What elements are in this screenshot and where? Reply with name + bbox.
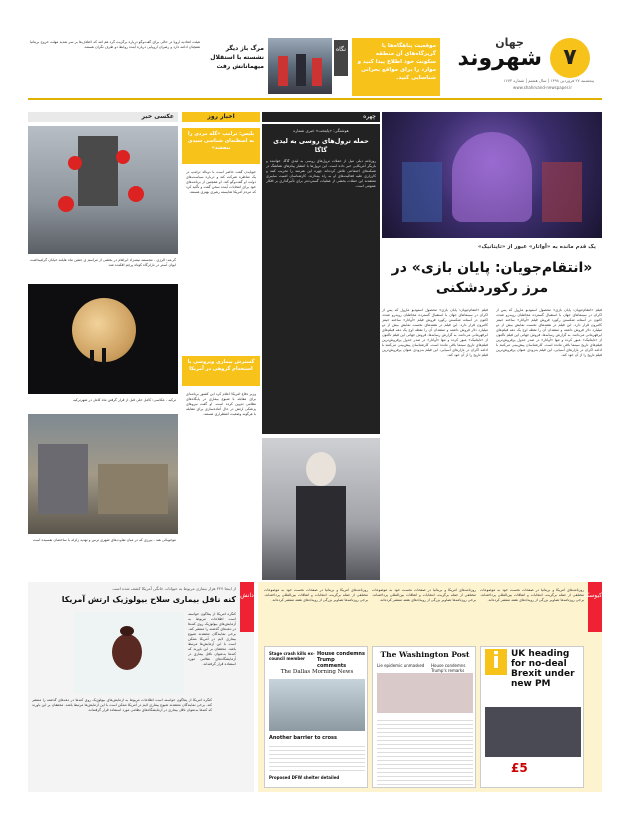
negah-headline: مرگ باز دیگر نشسته با استقلال میهمانانش رفت: [210, 45, 264, 70]
profile-section: [262, 112, 380, 582]
feature-body-a: فیلم «انتقام‌جویان: پایان بازی» محصول استودیو مارول که پس از اکران در سینماهای جهان با استقبال گسترده مخاطبان روبه‌رو شده، اکنون در آستانه شکستن رکورد فروش فیلم «آواتار» ساخته جیمز کامرون قرار دارد. این فیلم در هفته‌های نخست نمایش بیش از دو میلیارد دلار فروش داشته و منتقدان آن را نقطه اوج یک دهه فیلم‌های ابرقهرمانی می‌دانند. به گزارش رسانه‌ها، فروش جهانی این فیلم تاکنون از «تایتانیک» عبور کرده و تنها «آواتار» در صدر جدول پرفروش‌ترین فیلم‌های تاریخ سینما باقی مانده است. کارشناسان پیش‌بینی می‌کنند با ادامه اکران در بازارهای آسیایی، این فیلم به‌زودی عنوان پرفروش‌ترین فیلم تاریخ را از آن خود کند.: [496, 308, 602, 357]
page-number-badge: [550, 38, 590, 78]
science-section: [28, 582, 254, 792]
press-body-b: روزنامه‌های آمریکا و بریتانیا در صفحات نخست خود به موضوعات مختلفی از جمله برگزیت، انتخابات و اتفاقات بین‌المللی پرداخته‌اند. برخی روزنامه‌ها تصاویر بزرگی از رویدادهای هفته منتشر کرده‌اند.: [372, 588, 476, 602]
profile-box: [262, 124, 380, 434]
profile-kicker: هوشنگی: «پایتخت» خبری شماره: [293, 128, 349, 133]
moon-photo: [28, 284, 178, 394]
caption-3: موجوبائی هند - بیرزی که در میان تفاوت‌های شهری ترس و تهدید زلزله با ساختمان نفسیده است: [32, 538, 176, 542]
profile-body: روزنامه دیلی میل از حملات ترول‌های روسی به لیدی گاگا، خواننده و بازیگر آمریکایی خبر داده است. این ترول‌ها با انتشار پیام‌های هماهنگ در شبکه‌های اجتماعی تلاش کرده‌اند چهره این هنرمند را تخریب کنند و کارزاری علیه فعالیت‌های او به راه بیندازند. کارشناسان امنیت سایبری معتقدند این حملات بخشی از عملیات گسترده‌تر برای تأثیرگذاری بر افکار عمومی است.: [266, 159, 376, 188]
news-section: [182, 112, 260, 582]
paper-i-headline: UK heading for no-deal Brexit under new PM: [511, 649, 575, 689]
science-body-a: کنگره آمریکا از پنتاگون خواسته است اطلاعات مربوط به آزمایش‌های بیولوژیک روی کنه‌ها در دهه‌های گذشته را منتشر کند. برخی نمایندگان معتقدند شیوع بیماری لایم در آمریکا ممکن است با این آزمایش‌ها مرتبط باشد. محققان بر این باورند که کنه‌ها به‌عنوان ناقل بیماری در آزمایشگاه‌های نظامی مورد استفاده قرار گرفته‌اند.: [188, 612, 236, 666]
paper-wapo: [372, 646, 476, 788]
tab-chehre: چهره: [262, 112, 380, 122]
press-label: کیوسک: [588, 582, 602, 632]
news-body-1: جوبایدن گفت حاضر است با دونالد ترامپ در یک مناظره شرکت کند و درباره سیاست‌های دولت او گفت‌وگو کند. او همچنین از برنامه‌های خود برای انتخابات آینده سخن گفت و تأکید کرد که مردم آمریکا شایسته رهبری بهتری هستند.: [186, 170, 256, 194]
feature-kicker: یک قدم مانده به «آواتار» عبور از «تایتانیک»: [477, 244, 596, 250]
science-kicker: از اینجا ۳۲۷ هزار بیماری مربوط به حیوانات خانگی آمریکا کشف شده است: [112, 586, 236, 591]
science-headline: کنه ناقل بیماری سلاح بیولوژیک ارتش آمریکا: [61, 595, 236, 604]
caption-1: گی‌مه: آلرژی - مجسمه نیمه‌زاد آبراهام در بخشی از مراسم ی جشن ماه هایلند خیابان گرامیداشت ایوان آستر در نارلزگاه کوتاه پرچم افکنده شد.: [30, 258, 176, 267]
photo-news-section: [28, 112, 178, 582]
profile-headline: حمله ترول‌های روسی به لیدی گاگا: [273, 137, 369, 154]
news-title-1: پلیس: ترامپ «گله مردی را به اسطبه‌ای شناسی سیدی ببخشد»: [187, 131, 255, 151]
news-box-2: [182, 356, 260, 386]
paper-dallas-title: The Dallas Morning News: [280, 669, 354, 675]
collapse-photo: [28, 414, 178, 534]
tick-photo: [74, 612, 184, 694]
tab-akasi: عکسی خبر: [28, 112, 178, 122]
feature-headline: «انتقام‌جویان: پایان بازی» در مرز رکوردشکنی: [391, 260, 593, 296]
brexit-photo: [268, 38, 332, 94]
paper-wapo-h2: House condemns Trump's remarks: [431, 663, 466, 673]
press-section: [258, 582, 602, 792]
news-box-1: [182, 128, 260, 164]
caption-2: ترکیه - عکاسی: کامل خلی قبل از قرار گرفتن ماه کامل در شهرترکیه: [73, 398, 176, 402]
lenin-photo: [28, 126, 178, 254]
teaser-box: [352, 38, 440, 96]
press-body-a: روزنامه‌های آمریکا و بریتانیا در صفحات نخست خود به موضوعات مختلفی از جمله برگزیت، انتخابات و اتفاقات بین‌المللی پرداخته‌اند. برخی روزنامه‌ها تصاویر بزرگی از رویدادهای هفته منتشر کرده‌اند.: [480, 588, 584, 602]
teaser-text: موقعیت پناهگاه‌ها یا گریزگاه‌های آن منطقه سکونت خود اطلاع پیدا کنید و موارد را برای مواقع بحرانی شناسایی کنید.: [357, 43, 436, 81]
paper-i-logo: i: [485, 649, 507, 675]
lady-gaga-photo: [262, 438, 380, 580]
paper-dallas-h1: Stage crash kills ex-council member: [269, 651, 315, 661]
logo-main: شهروند: [457, 46, 542, 71]
paper-wapo-title: The Washington Post: [380, 650, 470, 659]
negah-label: نگاه: [334, 40, 348, 76]
paper-dallas-h4: Proposed DFW shelter detailed: [269, 775, 340, 780]
press-body-c: روزنامه‌های آمریکا و بریتانیا در صفحات نخست خود به موضوعات مختلفی از جمله برگزیت، انتخابات و اتفاقات بین‌المللی پرداخته‌اند. برخی روزنامه‌ها تصاویر بزرگی از رویدادهای هفته منتشر کرده‌اند.: [264, 588, 368, 602]
logo-top: جهان: [495, 36, 524, 49]
site-url: www.shahrvand-newspaper.ir: [513, 85, 572, 90]
masthead: [28, 28, 602, 100]
science-body-b: کنگره آمریکا از پنتاگون خواسته است اطلاعات مربوط به آزمایش‌های بیولوژیک روی کنه‌ها در دهه‌های گذشته را منتشر کند. برخی نمایندگان معتقدند شیوع بیماری لایم در آمریکا ممکن است با این آزمایش‌ها مرتبط باشد. محققان بر این باورند که کنه‌ها به‌عنوان ناقل بیماری در آزمایشگاه‌های نظامی مورد استفاده قرار گرفته‌اند.: [32, 698, 212, 712]
feature-body-b: فیلم «انتقام‌جویان: پایان بازی» محصول استودیو مارول که پس از اکران در سینماهای جهان با استقبال گسترده مخاطبان روبه‌رو شده، اکنون در آستانه شکستن رکورد فروش فیلم «آواتار» ساخته جیمز کامرون قرار دارد. این فیلم در هفته‌های نخست نمایش بیش از دو میلیارد دلار فروش داشته و منتقدان آن را نقطه اوج یک دهه فیلم‌های ابرقهرمانی می‌دانند. به گزارش رسانه‌ها، فروش جهانی این فیلم تاکنون از «تایتانیک» عبور کرده و تنها «آواتار» در صدر جدول پرفروش‌ترین فیلم‌های تاریخ سینما باقی مانده است. کارشناسان پیش‌بینی می‌کنند با ادامه اکران در بازارهای آسیایی، این فیلم به‌زودی عنوان پرفروش‌ترین فیلم تاریخ را از آن خود کند.: [382, 308, 488, 357]
paper-dallas-h3: Another barrier to cross: [269, 735, 337, 741]
paper-wapo-h1: Lie epidemic unmasked: [377, 663, 425, 668]
page-number: ۷: [563, 45, 577, 70]
news-title-2: گسترش بیماری ویروسی با استخدام گروهی در آمریکا: [187, 359, 255, 372]
tab-akhbar: اخبار روز: [182, 112, 260, 122]
negah-body: هیئت اتحادیه اروپا در حالی برای گفت‌وگو درباره برگزیت گرد هم آمد که اختلاف‌ها بر سر تمدید مهلت خروج بریتانیا همچنان ادامه دارد و رهبران اروپایی درباره آینده روابط دو طرف نگران هستند.: [30, 40, 200, 49]
paper-i: [480, 646, 584, 788]
paper-i-price: £5: [511, 761, 528, 775]
date-line: پنجشنبه ۲۷ فروردین ۱۳۹۸ | سال هشتم | شماره ۱۶۷۳: [503, 78, 594, 83]
avengers-poster: [382, 112, 602, 238]
logo-block: [442, 28, 602, 98]
news-body-2: وزیر دفاع آمریکا اعلام کرد این کشور برنامه‌ای برای مقابله با شیوع بیماری در پایگاه‌های نظامی تدوین کرده است. او گفت نیروهای پزشکی ارتش در حال آماده‌سازی برای مقابله با هرگونه وضعیت اضطراری هستند.: [186, 392, 256, 416]
paper-dallas-h2: House condemns Trump comments: [317, 651, 365, 669]
paper-dallas: [264, 646, 368, 788]
feature-section: [382, 112, 602, 582]
science-label: دانش: [240, 582, 254, 632]
